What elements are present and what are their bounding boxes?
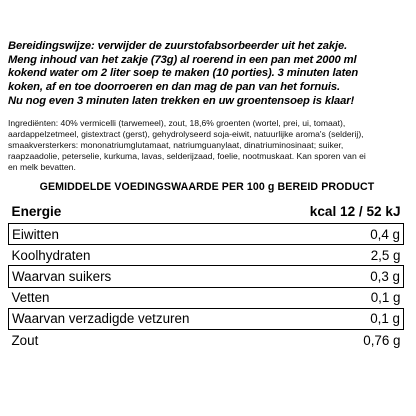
- nutrition-header-row: [9, 200, 404, 224]
- nutrient-value: 0,76 g: [363, 332, 401, 348]
- preparation-line: koken, af en toe doorroeren en dan mag de pan van het fornuis.: [8, 81, 340, 94]
- nutrient-value: 0,4 g: [267, 223, 403, 244]
- preparation-line: Nu nog even 3 minuten laten trekken en uw groentensoep is klaar!: [8, 94, 355, 107]
- energy-label: Energie: [9, 200, 268, 224]
- nutrient-value: 0,1 g: [370, 290, 401, 306]
- nutrient-value: 0,3 g: [267, 266, 403, 287]
- ingredients-line: aardappelzetmeel, gistextract (gerst), gehydrolyseerd soja-eiwit, natuurlijke aroma's (selderij),: [8, 128, 364, 139]
- nutrient-label: Vetten: [11, 290, 50, 306]
- ingredients-list: [8, 118, 406, 173]
- table-row: [9, 266, 404, 287]
- nutrient-label: Zout: [11, 332, 39, 348]
- nutrient-value: 0,1 g: [267, 308, 403, 329]
- nutrition-table-title: GEMIDDELDE VOEDINGSWAARDE PER 100 g BEREID PRODUCT: [39, 180, 375, 193]
- ingredients-line: Ingrediënten: 40% vermicelli (tarwemeel), zout, 18,6% groenten (wortel, prei, ui, tomaat),: [8, 117, 346, 128]
- nutrient-label: Waarvan suikers: [9, 266, 268, 287]
- nutrient-value: 2,5 g: [370, 247, 401, 263]
- nutrient-label: Waarvan verzadigde vetzuren: [9, 308, 268, 329]
- table-row: [9, 223, 404, 244]
- preparation-line: Meng inhoud van het zakje (73g) al roerend in een pan met 2000 ml: [8, 53, 357, 66]
- ingredients-line: smaakversterkers: mononatriumglutamaat, natriumguanylaat, dinatriuminosinaat; suiker,: [8, 139, 344, 150]
- ingredients-line: raapzaadolie, peterselie, kurkuma, lavas, selderijzaad, foelie, nootmuskaat. Kan sporen van ei: [8, 150, 366, 161]
- table-row: [9, 287, 404, 308]
- preparation-instructions: [8, 40, 406, 109]
- nutrient-label: Eiwitten: [9, 223, 268, 244]
- nutrition-table: [8, 200, 404, 350]
- table-row: [9, 245, 404, 266]
- preparation-line: Bereidingswijze: verwijder de zuurstofabsorbeerder uit het zakje.: [8, 40, 348, 52]
- energy-value: kcal 12 / 52 kJ: [267, 200, 403, 224]
- ingredients-line: en melk bevatten.: [8, 161, 76, 172]
- table-row: [9, 329, 404, 350]
- preparation-line: kokend water om 2 liter soep te maken (10 porties). 3 minuten laten: [8, 67, 359, 80]
- nutrient-label: Koolhydraten: [11, 247, 91, 263]
- table-row: [9, 308, 404, 329]
